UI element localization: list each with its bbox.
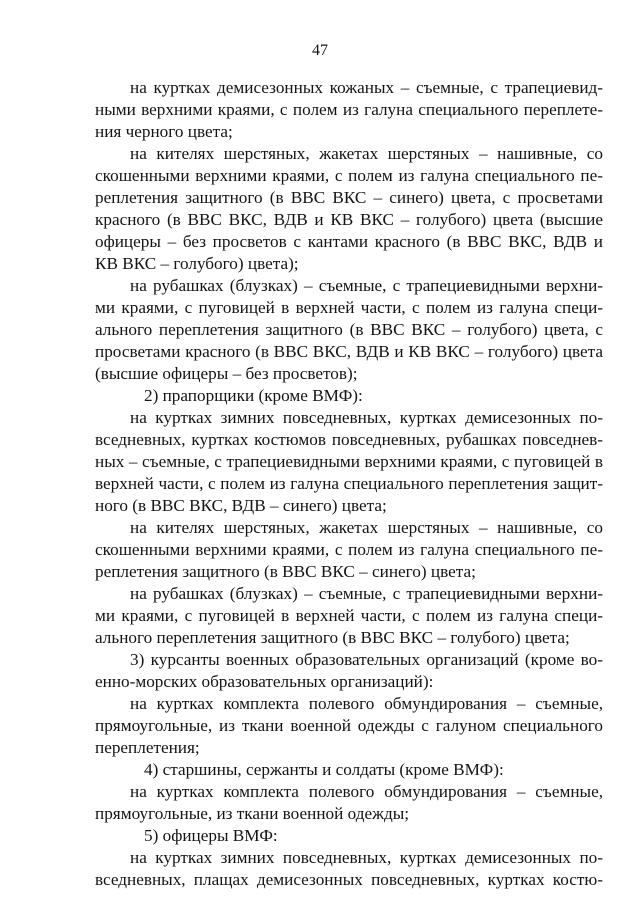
text-line: 5) офицеры ВМФ: (144, 826, 278, 845)
text-line: ных – съемные, с трапециевидными верхними краями, с пуговицей в (95, 452, 603, 471)
document-body (95, 77, 603, 891)
text-line: просветами красного (в ВВС ВКС, ВДВ и КВ ВКС – голубого) цвета (95, 342, 603, 361)
text-line: на куртках зимних повседневных, куртках демисезонных по- (130, 848, 603, 867)
text-line: вседневных, куртках костюмов повседневных, рубашках повседнев- (95, 430, 603, 449)
text-line: на куртках демисезонных кожаных – съемные, с трапециевид- (130, 78, 603, 97)
text-line: на куртках комплекта полевого обмундирования – съемные, (130, 694, 603, 713)
text-line: ми краями, с пуговицей в верхней части, с полем из галуна специ- (95, 298, 603, 317)
text-line: ми краями, с пуговицей в верхней части, с полем из галуна специ- (95, 606, 603, 625)
text-line: реплетения защитного (в ВВС ВКС – синего) цвета, с просветами (95, 188, 603, 207)
text-line: на куртках зимних повседневных, куртках демисезонных по- (130, 408, 603, 427)
text-line: прямоугольные, из ткани военной одежды с галуном специального (95, 716, 603, 735)
text-line: вседневных, плащах демисезонных повседневных, куртках костю- (95, 870, 603, 889)
text-line: офицеры – без просветов с кантами красного (в ВВС ВКС, ВДВ и (95, 232, 603, 251)
text-line: 3) курсанты военных образовательных организаций (кроме во- (130, 650, 603, 669)
text-line: на рубашках (блузках) – съемные, с трапециевидными верхни- (130, 584, 603, 603)
text-line: (высшие офицеры – без просветов); (95, 364, 358, 383)
text-line: ного (в ВВС ВКС, ВДВ – синего) цвета; (95, 496, 387, 515)
text-line: реплетения защитного (в ВВС ВКС – синего) цвета; (95, 562, 476, 581)
text-line: скошенными верхними краями, с полем из галуна специального пе- (95, 540, 603, 559)
text-line: скошенными верхними краями, с полем из галуна специального пе- (95, 166, 603, 185)
text-line: 4) старшины, сержанты и солдаты (кроме ВМФ): (144, 760, 504, 779)
text-line: КВ ВКС – голубого) цвета); (95, 254, 299, 273)
text-line: на кителях шерстяных, жакетах шерстяных – нашивные, со (130, 518, 603, 537)
text-line: на рубашках (блузках) – съемные, с трапециевидными верхни- (130, 276, 603, 295)
text-line: верхней части, с полем из галуна специального переплетения защит- (95, 474, 603, 493)
text-line: ального переплетения защитного (в ВВС ВКС – голубого) цвета, с (95, 320, 603, 339)
text-line: на кителях шерстяных, жакетах шерстяных – нашивные, со (130, 144, 603, 163)
text-line: ния черного цвета; (95, 122, 233, 141)
text-line: прямоугольные, из ткани военной одежды; (95, 804, 410, 823)
text-line: ального переплетения защитного (в ВВС ВКС – голубого) цвета; (95, 628, 570, 647)
text-line: енно-морских образовательных организаций): (95, 672, 434, 691)
text-line: переплетения; (95, 738, 200, 757)
text-line: 2) прапорщики (кроме ВМФ): (144, 386, 363, 405)
text-line: ными верхними краями, с полем из галуна специального переплете- (95, 100, 603, 119)
text-line: красного (в ВВС ВКС, ВДВ и КВ ВКС – голубого) цвета (высшие (95, 210, 603, 229)
page-number: 47 (312, 42, 328, 59)
text-line: на куртках комплекта полевого обмундирования – съемные, (130, 782, 603, 801)
